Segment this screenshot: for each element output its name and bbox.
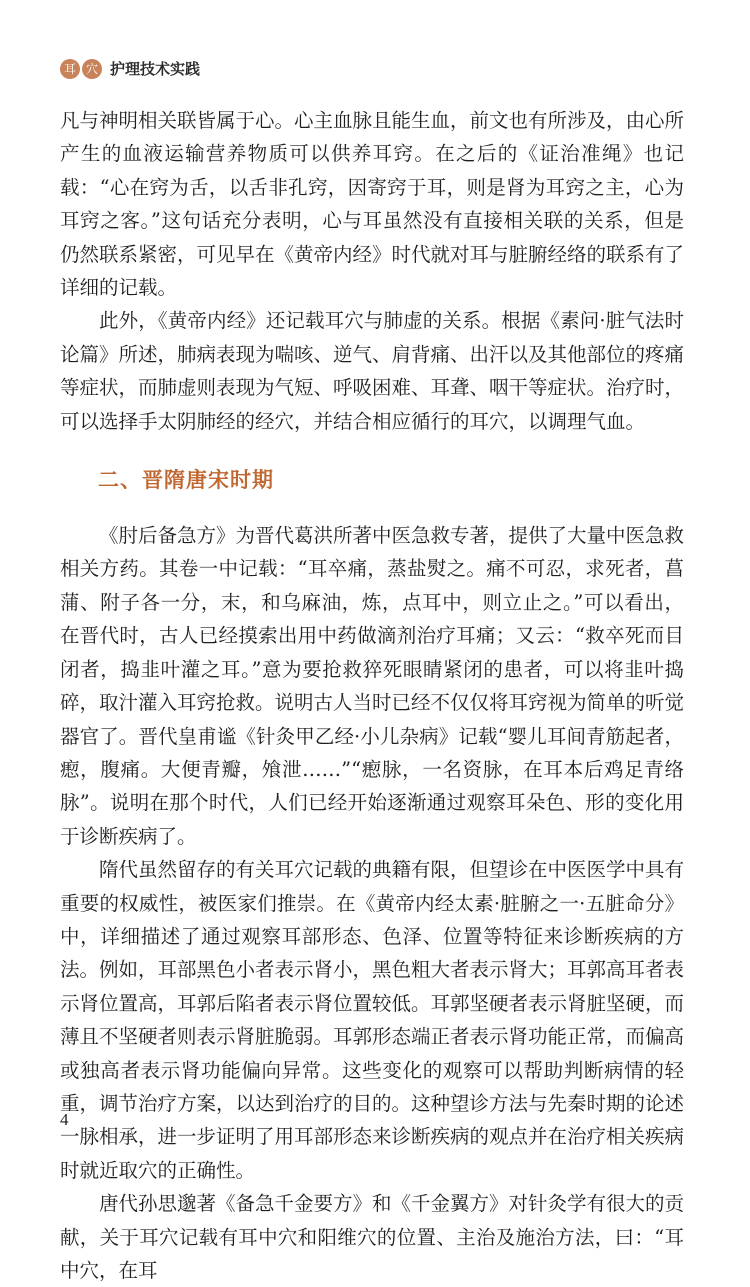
logo-seal-acupoint: 穴 [82, 59, 102, 79]
section-heading: 二、晋隋唐宋时期 [98, 468, 274, 493]
paragraph-heart-ear: 凡与神明相关联皆属于心。心主血脉且能生血，前文也有所涉及，由心所产生的血液运输营养物质可以供养耳窍。在之后的《证治准绳》也记载：“心在窍为舌，以舌非孔窍，因寄窍于耳，则是肾为耳窍之主，心为耳窍之客。”这句话充分表明，心与耳虽然没有直接相关联的关系，但是仍然联系紧密，可见早在《黄帝内经》时代就对耳与脏腑经络的联系有了详细的记载。 [60, 109, 685, 300]
logo-seal-ear: 耳 [60, 59, 80, 79]
page-body [60, 104, 684, 1287]
paragraph-jin-dynasty: 《肘后备急方》为晋代葛洪所著中医急救专著，提供了大量中医急救相关方药。其卷一中记载：“耳卒痛，蒸盐熨之。痛不可忍，求死者，菖蒲、附子各一分，末，和乌麻油，炼，点耳中，则立止之。”可以看出，在晋代时，古人已经摸索出用中药做滴剂治疗耳痛；又云：“救卒死而目闭者，捣韭叶灌之耳。”意为要抢救猝死眼睛紧闭的患者，可以将韭叶捣碎，取汁灌入耳窍抢救。说明古人当时已经不仅仅将耳窍视为简单的听觉器官了。晋代皇甫谧《针灸甲乙经·小儿杂病》记载“婴儿耳间青筋起者，瘛，腹痛。大便青瓣，飧泄……”“瘛脉，一名资脉，在耳本后鸡足青络脉”。说明在那个时代，人们已经开始逐渐通过观察耳朵色、形的变化用于诊断疾病了。 [60, 524, 685, 848]
paragraph-sui-dynasty: 隋代虽然留存的有关耳穴记载的典籍有限，但望诊在中医医学中具有重要的权威性，被医家们推崇。在《黄帝内经太素·脏腑之一·五脏命分》中，详细描述了通过观察耳部形态、色泽、位置等特征来诊断疾病的方法。例如，耳部黑色小者表示肾小，黑色粗大者表示肾大；耳郭高耳者表示肾位置高，耳郭后陷者表示肾位置较低。耳郭坚硬者表示肾脏坚硬，而薄且不坚硬者则表示肾脏脆弱。耳郭形态端正者表示肾功能正常，而偏高或独高者表示肾功能偏向异常。这些变化的观察可以帮助判断病情的轻重，调节治疗方案，以达到治疗的目的。这种望诊方法与先秦时期的论述一脉相承，进一步证明了用耳部形态来诊断疾病的观点并在治疗相关疾病时就近取穴的正确性。 [60, 858, 685, 1182]
page-number: 4 [60, 1110, 69, 1129]
header-title: 护理技术实践 [110, 60, 201, 78]
paragraph-lung-deficiency: 此外，《黄帝内经》还记载耳穴与肺虚的关系。根据《素问·脏气法时论篇》所述，肺病表现为喘咳、逆气、肩背痛、出汗以及其他部位的疼痛等症状，而肺虚则表现为气短、呼吸困难、耳聋、咽干等症状。治疗时，可以选择手太阴肺经的经穴，并结合相应循行的耳穴，以调理气血。 [60, 309, 685, 433]
paragraph-tang-dynasty: 唐代孙思邈著《备急千金要方》和《千金翼方》对针灸学有很大的贡献，关于耳穴记载有耳中穴和阳维穴的位置、主治及施治方法，曰：“耳中穴，在耳 [60, 1192, 685, 1282]
running-header [60, 58, 200, 79]
